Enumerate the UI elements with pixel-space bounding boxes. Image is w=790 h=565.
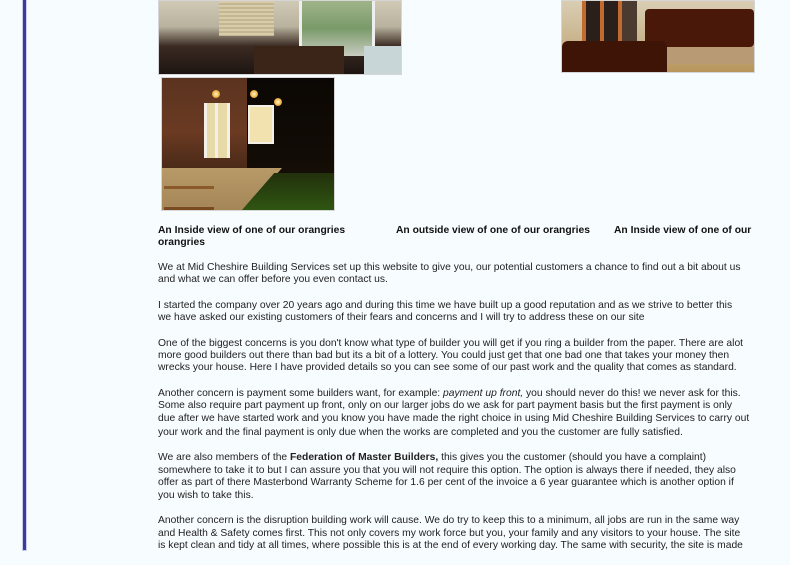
text-line: wrecks your house. Here I have provided details so you can see some of our past work and the quality that comes as standard. <box>158 362 737 374</box>
payment-paragraph <box>158 388 758 440</box>
dining-room-photo <box>158 0 402 75</box>
text-line: and Health & Safety comes first. This not only covers my work force but you, your family and any visitors to your house. The site <box>158 527 741 539</box>
text-line: your work and the final payment is only due when the works are completed and you the customer are fully satisfied. <box>158 427 683 439</box>
text-segment: We are also members of the <box>158 452 291 464</box>
text-line <box>158 452 758 464</box>
intro-paragraph <box>158 262 758 287</box>
text-line: and what we can offer before you even contact us. <box>158 274 388 286</box>
bold-text: Federation of Master Builders, <box>290 452 439 464</box>
photo-detail <box>254 46 344 74</box>
text-line: due after we have started work and you know you have made the right choice in using Mid Cheshire Building Services to carry out <box>158 412 750 424</box>
caption-inside-view-2-wrap: orangries <box>158 237 205 248</box>
text-line: One of the biggest concerns is you don't know what type of builder you will get if you ring a builder from the paper. There are alot <box>158 337 744 349</box>
living-room-photo <box>561 0 755 73</box>
text-segment: you should never do this! we never ask for this. <box>523 387 741 399</box>
photo-detail <box>562 41 667 72</box>
text-line: Some also require part payment up front, only on our larger jobs do we ask for part payment basis but the first payment is only <box>158 400 733 412</box>
photo-detail <box>250 90 258 98</box>
photo-detail <box>364 46 402 74</box>
photo-detail <box>212 90 220 98</box>
text-line: we have asked our existing customers of their fears and concerns and I will try to address these on our site <box>158 312 645 324</box>
fmb-paragraph <box>158 452 758 502</box>
caption-inside-view: An Inside view of one of our orangries <box>158 225 346 236</box>
caption-outside-view: An outside view of one of our orangries <box>396 225 590 236</box>
text-line: more good builders out there than bad but its a bit of a lottery. You could just get that one bad one that takes your money then <box>158 350 730 362</box>
text-line: We at Mid Cheshire Building Services set up this website to give you, our potential customers a chance to find out a bit about us <box>158 262 741 273</box>
left-border-rule <box>23 0 26 550</box>
concerns-paragraph <box>158 338 758 375</box>
emphasis-text: payment up front, <box>443 387 524 399</box>
text-line: somewhere to take it to but I can assure you that you will not require this option. The option is always there if needed, they also <box>158 464 736 476</box>
caption-inside-view-2: An Inside view of one of our <box>614 225 752 236</box>
photo-detail <box>164 186 214 210</box>
main-content <box>158 262 758 565</box>
text-line: I started the company over 20 years ago and during this time we have built up a good reputation and as we strive to better this <box>158 299 733 311</box>
history-paragraph <box>158 300 758 325</box>
night-orangery-photo <box>161 77 335 211</box>
photo-detail <box>204 103 230 158</box>
photo-detail <box>274 98 282 106</box>
text-segment: Another concern is payment some builders want, for example: <box>158 387 444 399</box>
text-line: you wish to take this. <box>158 489 254 501</box>
text-line <box>158 388 758 400</box>
photo-detail <box>248 105 274 144</box>
photo-detail <box>219 1 274 36</box>
text-line: Another concern is the disruption building work will cause. We do try to keep this to a minimum, all jobs are run in the same way <box>158 515 740 527</box>
photo-detail <box>582 1 637 46</box>
text-line: offer as part of there Masterbond Warranty Scheme for 1.6 per cent of the invoice a 6 year guarantee which is another option if <box>158 477 734 489</box>
text-line: is kept clean and tidy at all times, where possible this is at the end of every working day. The same with security, the site is made <box>158 539 743 551</box>
text-segment: this gives you the customer (should you have a complaint) <box>438 452 707 464</box>
disruption-paragraph <box>158 515 758 552</box>
